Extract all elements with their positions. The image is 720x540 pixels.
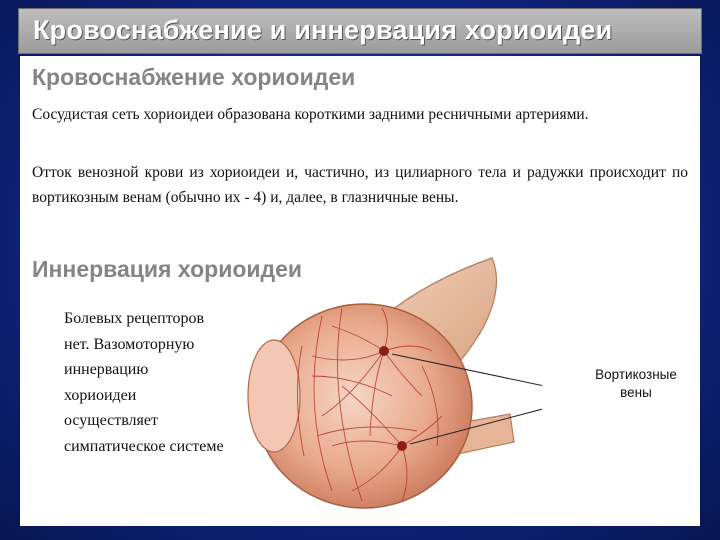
innervation-text: Болевых рецепторов нет. Вазомоторную иннервацию хориоидеи осуществляет симпатическое системе xyxy=(64,310,224,455)
paragraph-vascular-network: Сосудистая сеть хориоидеи образована короткими задними ресничными артериями. xyxy=(32,106,589,123)
vortex-vein-upper xyxy=(379,346,389,356)
label-line-1: Вортикозные xyxy=(595,367,677,382)
vortex-vein-lower xyxy=(397,441,407,451)
vortex-veins-label xyxy=(576,366,696,402)
eye-illustration xyxy=(242,246,542,526)
title-bar xyxy=(18,8,702,54)
cornea xyxy=(248,340,300,452)
paragraph-venous-outflow: Отток венозной крови из хориоидеи и, частично, из цилиарного тела и радужки происходит по вортикозным венам (обычно их - 4) и, далее, в глазничные вены. xyxy=(32,164,688,206)
slide-title: Кровоснабжение и иннервация хориоидеи xyxy=(33,15,613,45)
content-panel xyxy=(20,56,700,526)
section-heading-blood-supply: Кровоснабжение хориоидеи xyxy=(32,64,356,90)
label-line-2: вены xyxy=(620,385,652,400)
section-heading-innervation: Иннервация хориоидеи xyxy=(32,256,303,282)
